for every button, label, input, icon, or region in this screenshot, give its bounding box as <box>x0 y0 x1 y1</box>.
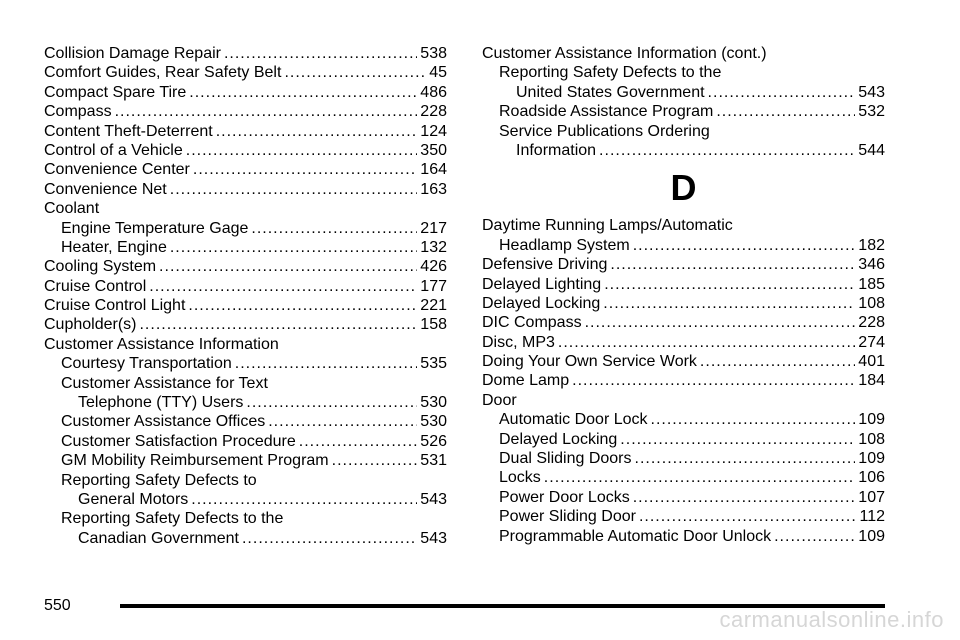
index-entry <box>44 529 447 548</box>
index-entry-text: Customer Assistance Information (cont.) <box>482 45 767 62</box>
index-entry <box>482 371 885 390</box>
index-entry-page: 543 <box>420 490 447 508</box>
index-entry-text: Information <box>516 141 597 159</box>
index-entry-text: Collision Damage Repair <box>44 45 221 62</box>
index-entry-page: 530 <box>420 394 447 412</box>
index-entry-text: United States Government <box>516 83 705 101</box>
index-entry-page: 538 <box>420 45 447 62</box>
dot-leader <box>186 141 418 160</box>
index-entry-text: Heater, Engine <box>61 238 167 256</box>
index-entry <box>482 122 885 141</box>
index-entry-page: 107 <box>858 488 885 506</box>
index-entry-page: 530 <box>420 413 447 431</box>
dot-leader <box>149 277 417 296</box>
index-entry-text: Convenience Center <box>44 161 190 179</box>
index-entry-text: Compact Spare Tire <box>44 83 187 101</box>
index-entry <box>44 315 447 334</box>
index-entry-text: Cruise Control Light <box>44 297 186 315</box>
index-entry-text: Doing Your Own Service Work <box>482 353 697 371</box>
dot-leader <box>188 296 417 315</box>
watermark: carmanualsonline.info <box>719 607 944 632</box>
index-column-left <box>44 44 447 548</box>
dot-leader <box>284 63 426 82</box>
index-entry-text: Courtesy Transportation <box>61 355 232 373</box>
index-entry <box>482 83 885 102</box>
dot-leader <box>716 102 855 121</box>
index-entry-page: 532 <box>858 103 885 121</box>
index-entry-text: Cupholder(s) <box>44 316 137 334</box>
index-entry-page: 177 <box>420 277 447 295</box>
index-entry <box>482 449 885 468</box>
index-entry-text: Headlamp System <box>499 236 630 254</box>
dot-leader <box>242 529 417 548</box>
index-entry-text: Coolant <box>44 200 100 218</box>
index-entry-text: Canadian Government <box>78 529 239 547</box>
index-entry <box>44 393 447 412</box>
index-entry-text: Disc, MP3 <box>482 333 555 351</box>
dot-leader <box>224 44 417 63</box>
index-entry <box>44 102 447 121</box>
index-entry-text: Content Theft-Deterrent <box>44 122 213 140</box>
dot-leader <box>235 354 418 373</box>
index-entry-text: Delayed Locking <box>499 430 618 448</box>
index-entry <box>482 294 885 313</box>
index-entry-text: Power Sliding Door <box>499 508 636 526</box>
index-entry <box>482 313 885 332</box>
index-entry-page: 228 <box>858 314 885 332</box>
index-entry-text: Programmable Automatic Door Unlock <box>499 527 772 545</box>
dot-leader <box>708 83 856 102</box>
dot-leader <box>633 488 856 507</box>
index-entry-text: Reporting Safety Defects to the <box>499 64 722 82</box>
index-entry <box>44 432 447 451</box>
dot-leader <box>610 255 855 274</box>
index-entry-text: Automatic Door Lock <box>499 411 648 429</box>
index-entry-text: GM Mobility Reimbursement Program <box>61 452 329 470</box>
index-entry <box>482 275 885 294</box>
index-entry-page: 109 <box>858 411 885 429</box>
index-entry-page: 228 <box>420 103 447 121</box>
index-entry-page: 109 <box>858 450 885 468</box>
index-entry-text: Customer Assistance Information <box>44 335 279 353</box>
index-entry-text: DIC Compass <box>482 314 582 332</box>
index-group-d <box>482 216 885 546</box>
index-entry <box>482 102 885 121</box>
index-entry-text: Door <box>482 391 517 409</box>
index-entry <box>44 335 447 354</box>
index-entry-text: Dual Sliding Doors <box>499 450 632 468</box>
index-entry <box>482 236 885 255</box>
index-entry <box>482 527 885 546</box>
index-entry-page: 350 <box>420 141 447 159</box>
index-entry-page: 164 <box>420 161 447 179</box>
index-entry <box>44 257 447 276</box>
index-entry <box>44 296 447 315</box>
index-entry-page: 112 <box>859 508 885 526</box>
index-entry-page: 106 <box>858 469 885 487</box>
index-entry <box>482 63 885 82</box>
index-entry-text: Compass <box>44 103 112 121</box>
index-entry-page: 163 <box>420 180 447 198</box>
index-entry <box>44 451 447 470</box>
dot-leader <box>170 238 417 257</box>
index-entry-text: Comfort Guides, Rear Safety Belt <box>44 64 282 82</box>
index-entry-text: General Motors <box>78 490 189 508</box>
dot-leader <box>193 160 417 179</box>
dot-leader <box>585 313 856 332</box>
index-entry <box>44 509 447 528</box>
index-entry-page: 158 <box>420 316 447 334</box>
dot-leader <box>115 102 418 121</box>
index-entry <box>44 199 447 218</box>
index-entry-page: 401 <box>858 353 885 371</box>
index-entry-text: Reporting Safety Defects to <box>61 471 257 489</box>
index-entry <box>44 374 447 393</box>
index-entry <box>44 277 447 296</box>
index-entry-text: Defensive Driving <box>482 256 608 274</box>
index-entry <box>482 488 885 507</box>
index-entry <box>482 255 885 274</box>
index-entry <box>482 410 885 429</box>
index-entry-page: 45 <box>429 64 447 82</box>
dot-leader <box>700 352 855 371</box>
index-entry <box>482 430 885 449</box>
dot-leader <box>544 468 856 487</box>
index-group-continued <box>482 44 885 160</box>
index-entry-text: Cooling System <box>44 258 157 276</box>
index-entry-page: 124 <box>420 122 447 140</box>
dot-leader <box>558 333 855 352</box>
dot-leader <box>251 219 417 238</box>
dot-leader <box>159 257 417 276</box>
dot-leader <box>633 236 856 255</box>
dot-leader <box>299 432 418 451</box>
index-entry-text: Locks <box>499 469 541 487</box>
index-entry <box>44 122 447 141</box>
index-entry-text: Customer Assistance for Text <box>61 374 268 392</box>
index-entry-text: Delayed Locking <box>482 294 601 312</box>
index-entry-page: 184 <box>858 372 885 390</box>
index-entry <box>44 83 447 102</box>
dot-leader <box>603 294 855 313</box>
index-entry-page: 346 <box>858 256 885 274</box>
index-entry-text: Service Publications Ordering <box>499 122 710 140</box>
index-entry-page: 535 <box>420 355 447 373</box>
index-entry-page: 543 <box>420 529 447 547</box>
dot-leader <box>604 275 855 294</box>
index-entry <box>44 490 447 509</box>
index-entry <box>44 63 447 82</box>
index-entry-page: 108 <box>858 430 885 448</box>
dot-leader <box>139 315 417 334</box>
section-letter-heading: D <box>670 167 697 209</box>
index-entry-page: 182 <box>858 236 885 254</box>
index-entry-page: 426 <box>420 258 447 276</box>
index-entry-page: 543 <box>858 83 885 101</box>
index-entry <box>482 44 885 63</box>
dot-leader <box>635 449 856 468</box>
index-entry-page: 217 <box>420 219 447 237</box>
dot-leader <box>191 490 417 509</box>
index-entry <box>44 180 447 199</box>
index-entry <box>482 391 885 410</box>
dot-leader <box>216 122 418 141</box>
index-entry <box>44 412 447 431</box>
index-entry-page: 109 <box>858 527 885 545</box>
dot-leader <box>189 83 417 102</box>
index-entry-text: Dome Lamp <box>482 372 570 390</box>
index-entry-page: 108 <box>858 294 885 312</box>
dot-leader <box>599 141 855 160</box>
dot-leader <box>774 527 855 546</box>
index-entry-text: Cruise Control <box>44 277 147 295</box>
index-entry-page: 185 <box>858 275 885 293</box>
index-entry-text: Daytime Running Lamps/Automatic <box>482 217 733 235</box>
dot-leader <box>246 393 417 412</box>
index-entry <box>482 352 885 371</box>
index-entry <box>482 507 885 526</box>
index-entry-text: Telephone (TTY) Users <box>78 394 244 412</box>
dot-leader <box>268 412 417 431</box>
index-entry-text: Convenience Net <box>44 180 167 198</box>
dot-leader <box>332 451 418 470</box>
index-entry <box>482 333 885 352</box>
index-entry <box>482 141 885 160</box>
index-entry-text: Customer Satisfaction Procedure <box>61 432 296 450</box>
index-entry-page: 531 <box>420 452 447 470</box>
index-entry <box>44 471 447 490</box>
index-entry <box>44 44 447 63</box>
index-entry-page: 526 <box>420 432 447 450</box>
index-entry-page: 544 <box>858 141 885 159</box>
index-entry-text: Customer Assistance Offices <box>61 413 266 431</box>
index-entry <box>44 160 447 179</box>
index-entry <box>482 216 885 235</box>
index-entry-text: Power Door Locks <box>499 488 630 506</box>
dot-leader <box>651 410 856 429</box>
index-entry <box>482 468 885 487</box>
index-column-right <box>482 44 885 546</box>
index-entry-text: Delayed Lighting <box>482 275 602 293</box>
index-entry <box>44 238 447 257</box>
index-entry-page: 132 <box>420 238 447 256</box>
page-number: 550 <box>44 597 71 614</box>
index-entry-text: Reporting Safety Defects to the <box>61 510 284 528</box>
index-entry-page: 221 <box>420 297 447 315</box>
dot-leader <box>572 371 855 390</box>
dot-leader <box>639 507 857 526</box>
dot-leader <box>170 180 418 199</box>
index-entry <box>44 219 447 238</box>
index-entry <box>44 354 447 373</box>
index-entry-text: Engine Temperature Gage <box>61 219 249 237</box>
index-entry-page: 274 <box>858 333 885 351</box>
dot-leader <box>620 430 855 449</box>
index-entry <box>44 141 447 160</box>
index-entry-page: 486 <box>420 83 447 101</box>
index-entry-text: Control of a Vehicle <box>44 141 183 159</box>
index-entry-text: Roadside Assistance Program <box>499 103 714 121</box>
